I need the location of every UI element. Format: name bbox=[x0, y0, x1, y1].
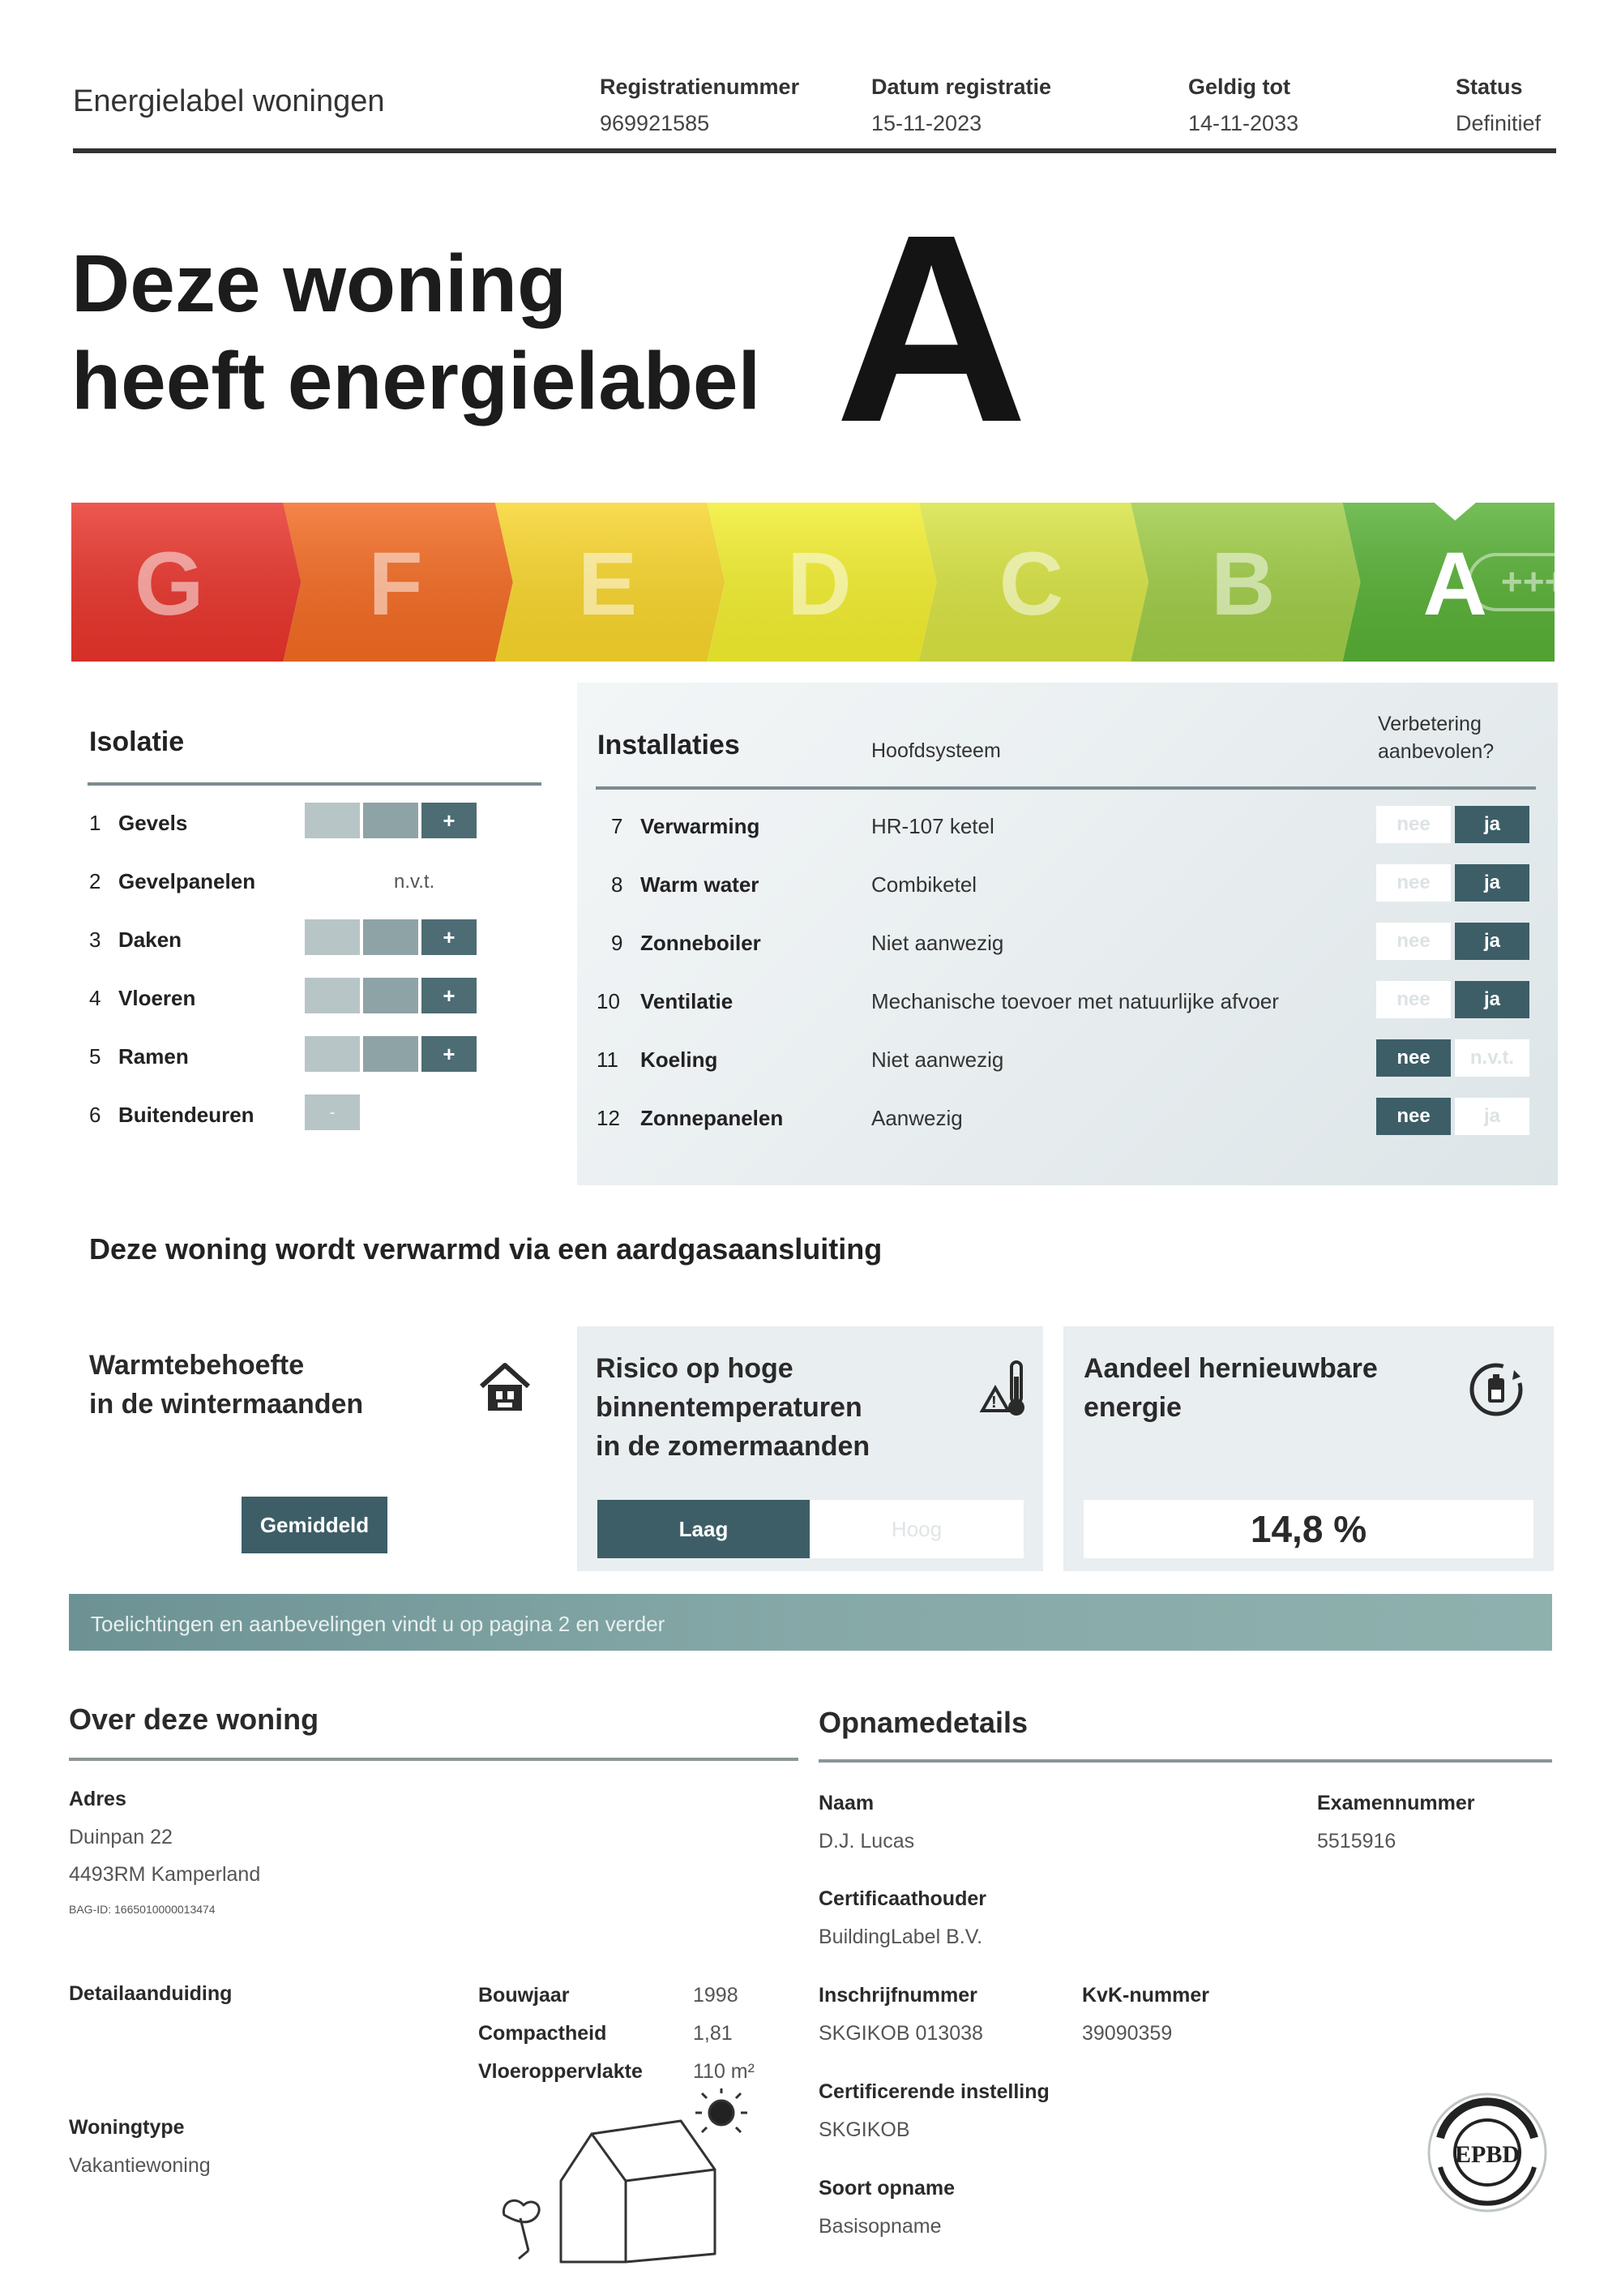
naam-value: D.J. Lucas bbox=[819, 1830, 915, 1853]
registration-number-label: Registratienummer bbox=[600, 75, 800, 99]
isolatie-title: Isolatie bbox=[89, 726, 185, 757]
soort-opname-label: Soort opname bbox=[819, 2177, 956, 2200]
verbetering-ja: ja bbox=[1455, 981, 1529, 1018]
isolatie-level-cell bbox=[305, 1036, 360, 1072]
compactheid-value: 1,81 bbox=[693, 2022, 733, 2045]
isolatie-row-label: Daken bbox=[118, 927, 182, 952]
verbetering-nee: nee bbox=[1376, 1098, 1451, 1135]
detailaanduiding-label: Detailaanduiding bbox=[69, 1982, 233, 2005]
isolatie-row-number: 5 bbox=[89, 1044, 101, 1069]
installaties-divider bbox=[596, 786, 1536, 790]
isolatie-row-label: Ramen bbox=[118, 1044, 189, 1069]
svg-text:!: ! bbox=[991, 1394, 997, 1411]
isolatie-level-cell: + bbox=[421, 919, 477, 955]
energy-label-scale bbox=[71, 503, 1589, 662]
verbetering-nee: nee bbox=[1376, 923, 1451, 960]
verbetering-nee: nee bbox=[1376, 806, 1451, 843]
hoofdsysteem-header: Hoofdsysteem bbox=[871, 739, 1001, 762]
headline-line-1: Deze woning bbox=[71, 238, 567, 329]
installatie-row-number: 12 bbox=[597, 1106, 620, 1130]
isolatie-level-cell bbox=[363, 919, 418, 955]
inschrijfnummer-value: SKGIKOB 013038 bbox=[819, 2022, 983, 2045]
isolatie-row-number: 6 bbox=[89, 1103, 101, 1127]
installatie-row-label: Ventilatie bbox=[640, 989, 734, 1013]
house-illustration bbox=[486, 2092, 778, 2278]
installatie-row-number: 7 bbox=[611, 814, 623, 838]
verbetering-nee: nee bbox=[1376, 981, 1451, 1018]
scale-letter-f: F bbox=[368, 534, 423, 634]
installatie-row-label: Warm water bbox=[640, 872, 759, 897]
installatie-system: HR-107 ketel bbox=[871, 814, 994, 838]
verbetering-header: Verbetering aanbevolen? bbox=[1378, 713, 1495, 763]
certificaathouder-value: BuildingLabel B.V. bbox=[819, 1925, 983, 1948]
isolatie-level-cell bbox=[305, 919, 360, 955]
renewable-energy-icon bbox=[1465, 1359, 1527, 1420]
isolatie-row-number: 2 bbox=[89, 869, 101, 893]
installatie-row-number: 10 bbox=[597, 989, 620, 1013]
hernieuwbare-title-line-1: Aandeel hernieuwbare bbox=[1084, 1353, 1378, 1384]
house-icon bbox=[477, 1360, 533, 1414]
risico-laag-option: Laag bbox=[597, 1500, 810, 1558]
vloeroppervlakte-label: Vloeroppervlakte bbox=[478, 2060, 643, 2083]
registration-number: 969921585 bbox=[600, 111, 710, 135]
headline bbox=[71, 235, 760, 430]
gas-connection-note: Deze woning wordt verwarmd via een aardgasaansluiting bbox=[89, 1232, 883, 1266]
risico-hoog-option: Hoog bbox=[810, 1500, 1024, 1558]
over-deze-woning-title: Over deze woning bbox=[69, 1703, 319, 1736]
verbetering-nee: nee bbox=[1376, 1039, 1451, 1077]
vloeroppervlakte-value: 110 m² bbox=[693, 2060, 755, 2083]
installatie-system: Niet aanwezig bbox=[871, 931, 1004, 955]
isolatie-not-applicable: n.v.t. bbox=[394, 871, 435, 893]
verbetering-ja: ja bbox=[1455, 864, 1529, 902]
adres-line-2: 4493RM Kamperland bbox=[69, 1863, 261, 1886]
warmtebehoefte-value: Gemiddeld bbox=[242, 1497, 387, 1553]
isolatie-level-cell bbox=[363, 1036, 418, 1072]
bouwjaar-label: Bouwjaar bbox=[478, 1984, 570, 2007]
installatie-row-number: 8 bbox=[611, 872, 623, 897]
isolatie-level-cell bbox=[363, 978, 418, 1013]
isolatie-divider bbox=[88, 782, 541, 786]
installaties-title: Installaties bbox=[597, 730, 740, 760]
woning-divider bbox=[69, 1758, 798, 1761]
installatie-row-number: 9 bbox=[611, 931, 623, 955]
verbetering-ja: ja bbox=[1455, 806, 1529, 843]
bouwjaar-value: 1998 bbox=[693, 1984, 738, 2007]
risico-title-line-3: in de zomermaanden bbox=[596, 1431, 870, 1462]
installatie-system: Combiketel bbox=[871, 872, 977, 897]
examennummer-label: Examennummer bbox=[1317, 1792, 1475, 1814]
isolatie-row-number: 3 bbox=[89, 927, 101, 952]
woningtype-value: Vakantiewoning bbox=[69, 2154, 211, 2177]
installatie-row-label: Verwarming bbox=[640, 814, 760, 838]
certificerende-instelling-value: SKGIKOB bbox=[819, 2118, 910, 2141]
soort-opname-value: Basisopname bbox=[819, 2215, 942, 2238]
installatie-row-label: Koeling bbox=[640, 1047, 718, 1072]
risico-title bbox=[596, 1349, 870, 1466]
verbetering-nee: nee bbox=[1376, 864, 1451, 902]
isolatie-row-label: Gevelpanelen bbox=[118, 869, 256, 893]
isolatie-row-label: Vloeren bbox=[118, 986, 196, 1010]
energy-label-letter: A bbox=[835, 178, 1029, 478]
warmtebehoefte-title bbox=[89, 1346, 363, 1424]
isolatie-level-cell: + bbox=[421, 1036, 477, 1072]
valid-until-label: Geldig tot bbox=[1188, 75, 1290, 99]
thermometer-icon bbox=[979, 1359, 1028, 1419]
adres-label: Adres bbox=[69, 1788, 126, 1810]
headline-line-2: heeft energielabel bbox=[71, 336, 761, 426]
hernieuwbare-title-line-2: energie bbox=[1084, 1392, 1182, 1423]
isolatie-level-cell bbox=[363, 803, 418, 838]
inschrijfnummer-label: Inschrijfnummer bbox=[819, 1984, 977, 2007]
verbetering-ja: ja bbox=[1455, 1098, 1529, 1135]
status-label: Status bbox=[1456, 75, 1523, 99]
epbd-logo bbox=[1422, 2088, 1552, 2217]
info-bar-text: Toelichtingen en aanbevelingen vindt u op pagina 2 en verder bbox=[91, 1612, 665, 1636]
status-value: Definitief bbox=[1456, 111, 1542, 135]
isolatie-row-label: Buitendeuren bbox=[118, 1103, 254, 1127]
scale-letter-c: C bbox=[999, 534, 1064, 634]
verbetering-ja: n.v.t. bbox=[1455, 1039, 1529, 1077]
scale-letter-b: B bbox=[1211, 534, 1276, 634]
isolatie-level-cell: + bbox=[421, 978, 477, 1013]
scale-letter-g: G bbox=[134, 534, 204, 634]
scale-letter-d: D bbox=[787, 534, 852, 634]
document-type: Energielabel woningen bbox=[73, 84, 385, 118]
compactheid-label: Compactheid bbox=[478, 2022, 607, 2045]
installatie-system: Mechanische toevoer met natuurlijke afvoer bbox=[871, 989, 1279, 1013]
kvk-label: KvK-nummer bbox=[1082, 1984, 1209, 2007]
naam-label: Naam bbox=[819, 1792, 875, 1814]
risico-title-line-2: binnentemperaturen bbox=[596, 1392, 862, 1423]
installatie-system: Niet aanwezig bbox=[871, 1047, 1004, 1072]
installatie-row-label: Zonnepanelen bbox=[640, 1106, 784, 1130]
registration-date: 15-11-2023 bbox=[871, 111, 982, 135]
plus-indicator: ++++ bbox=[1500, 560, 1589, 602]
scale-letter-a: A bbox=[1422, 534, 1488, 634]
warmtebehoefte-title-line-1: Warmtebehoefte bbox=[89, 1350, 305, 1381]
adres-line-1: Duinpan 22 bbox=[69, 1826, 173, 1848]
installatie-row-label: Zonneboiler bbox=[640, 931, 761, 955]
certificerende-instelling-label: Certificerende instelling bbox=[819, 2080, 1050, 2103]
epbd-logo-text: EPBD bbox=[1454, 2141, 1520, 2168]
opnamedetails-title: Opnamedetails bbox=[819, 1706, 1029, 1739]
isolatie-level-cell: + bbox=[421, 803, 477, 838]
bag-id: BAG-ID: 1665010000013474 bbox=[69, 1903, 216, 1916]
installatie-system: Aanwezig bbox=[871, 1106, 963, 1130]
hernieuwbare-energie-title bbox=[1084, 1349, 1378, 1427]
isolatie-level-cell bbox=[305, 978, 360, 1013]
isolatie-row-number: 4 bbox=[89, 986, 101, 1010]
woningtype-label: Woningtype bbox=[69, 2116, 185, 2139]
installatie-row-number: 11 bbox=[597, 1047, 618, 1072]
examennummer-value: 5515916 bbox=[1317, 1830, 1396, 1853]
isolatie-level-cell bbox=[305, 803, 360, 838]
isolatie-level-cell: - bbox=[305, 1094, 360, 1130]
scale-letter-e: E bbox=[577, 534, 638, 634]
verbetering-ja: ja bbox=[1455, 923, 1529, 960]
hernieuwbare-energie-value: 14,8 % bbox=[1084, 1500, 1533, 1558]
valid-until: 14-11-2033 bbox=[1188, 111, 1299, 135]
isolatie-row-number: 1 bbox=[89, 811, 101, 835]
header-divider bbox=[73, 148, 1556, 153]
certificaathouder-label: Certificaathouder bbox=[819, 1887, 986, 1910]
kvk-value: 39090359 bbox=[1082, 2022, 1173, 2045]
warmtebehoefte-title-line-2: in de wintermaanden bbox=[89, 1389, 364, 1420]
registration-date-label: Datum registratie bbox=[871, 75, 1052, 99]
isolatie-row-label: Gevels bbox=[118, 811, 188, 835]
risico-title-line-1: Risico op hoge bbox=[596, 1353, 793, 1384]
opname-divider bbox=[819, 1759, 1552, 1763]
